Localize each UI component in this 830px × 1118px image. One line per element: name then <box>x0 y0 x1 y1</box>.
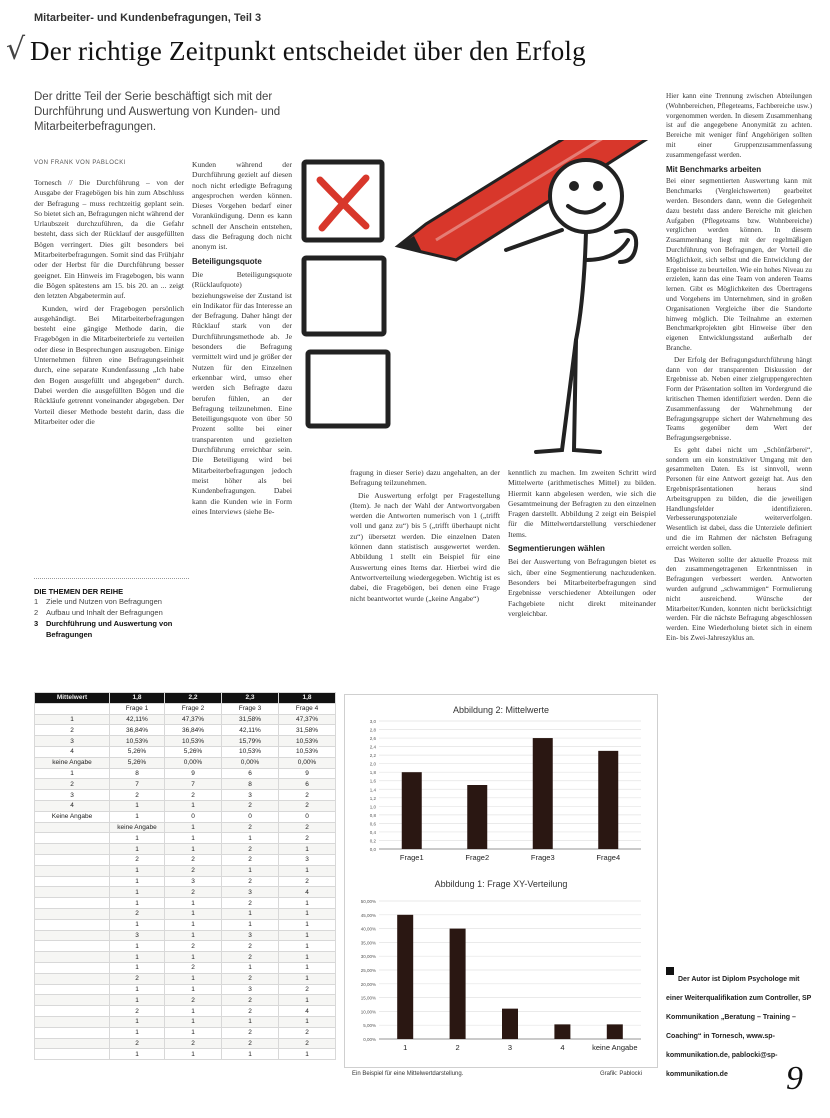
y-tick-label: 2,0 <box>369 761 376 767</box>
table-row <box>35 779 336 790</box>
table-cell <box>35 887 110 898</box>
table-row <box>35 746 336 757</box>
table-cell: 10,53% <box>222 746 279 757</box>
table-cell: 36,84% <box>110 725 165 736</box>
table-cell: 0 <box>165 811 222 822</box>
table-cell: 1 <box>279 973 336 984</box>
table-cell: 2 <box>222 898 279 909</box>
table-row <box>35 800 336 811</box>
table-cell: 10,53% <box>279 736 336 747</box>
table-cell: 1 <box>222 1049 279 1060</box>
checkbox-checked-icon <box>304 162 382 240</box>
table-cell: 1 <box>279 941 336 952</box>
y-tick-label: 30,00% <box>360 954 376 960</box>
table-cell: 1 <box>110 887 165 898</box>
series-topics-title: DIE THEMEN DER REIHE <box>34 587 124 596</box>
table-row <box>35 898 336 909</box>
table-cell: 42,11% <box>222 725 279 736</box>
table-row <box>35 736 336 747</box>
table-cell: 2 <box>165 865 222 876</box>
table-cell <box>35 833 110 844</box>
table-cell: 1 <box>110 941 165 952</box>
table-cell: 2 <box>165 1038 222 1049</box>
table-row <box>35 1038 336 1049</box>
col5-paragraph-2: Bei einer segmentierten Auswertung kann mit Benchmarks (Vergleichswerten) gearbeitet werden. Besonders dann, wenn die Gelegenheit dazu besteht dass andere Bereiche mit gleichen Aufgaben (Pflegeteams bzw. Wohnbereiche) verglichen werden können. In diesem Zusammenhang liegt mit der regelmäßigen Durchführung von Befragungen, der Vorteil die Möglichkeit, sich selbst und die Entwicklung der Ergebnisse zu beurteilen. Wie ein hohes Niveau zu erzielen, kann das eine Team von anderen Teams lernen. Gibt es Möglichkeiten des Übertragens und Vorgehens im Unternehmen, sind in großen Organisationen Vergleiche über die Standorte hinweg möglich. Die Teilnahme an externen Benchmarkprojekten gibt Hinweise über den eigenen Entwicklungsstand außerhalb der Branche. <box>666 177 812 352</box>
table-row <box>35 822 336 833</box>
table-cell: 2 <box>279 790 336 801</box>
table-cell: 1 <box>35 714 110 725</box>
table-row <box>35 854 336 865</box>
author-byline: VON FRANK VON PABLOCKI <box>34 160 126 166</box>
table-cell: 10,53% <box>279 746 336 757</box>
table-row <box>35 844 336 855</box>
table-cell: 2 <box>222 800 279 811</box>
table-cell: 1 <box>279 1049 336 1060</box>
table-cell: 2 <box>279 822 336 833</box>
table-cell: 2 <box>222 952 279 963</box>
table-row <box>35 962 336 973</box>
table-cell: 3 <box>279 854 336 865</box>
table-cell <box>35 1006 110 1017</box>
table-cell: 1,8 <box>110 693 165 704</box>
table-header-row <box>35 693 336 704</box>
table-cell: Frage 2 <box>165 703 222 714</box>
bar <box>502 1009 518 1039</box>
table-cell <box>35 854 110 865</box>
table-row <box>35 725 336 736</box>
table-row <box>35 887 336 898</box>
table-cell <box>35 1038 110 1049</box>
table-cell: 0 <box>279 811 336 822</box>
x-tick-label: 2 <box>455 1043 460 1052</box>
y-tick-label: 1,8 <box>369 770 376 776</box>
table-row <box>35 919 336 930</box>
table-cell: 1 <box>110 800 165 811</box>
table-row <box>35 930 336 941</box>
author-bio-text: Der Autor ist Diplom Psychologe mit einer Weiterqualifikation zum Controller, SP Kommunikation „Beratung – Training – Coaching“ in Tornesch, www.sp-kommunikation.de, pablocki@sp-kommunikation.de <box>666 976 812 1078</box>
table-cell: 2 <box>35 779 110 790</box>
table-cell: 42,11% <box>110 714 165 725</box>
table-cell <box>35 952 110 963</box>
column-4 <box>508 468 656 621</box>
chart-title: Abbildung 1: Frage XY-Verteilung <box>434 879 568 889</box>
table-cell: keine Angabe <box>110 822 165 833</box>
y-tick-label: 1,0 <box>369 804 376 810</box>
y-tick-label: 10,00% <box>360 1009 376 1015</box>
x-tick-label: 1 <box>403 1043 408 1052</box>
table-cell: 5,26% <box>165 746 222 757</box>
table-cell: 6 <box>279 779 336 790</box>
table-cell: 1 <box>165 1049 222 1060</box>
table-cell <box>35 984 110 995</box>
table-cell: 2 <box>110 973 165 984</box>
col1-paragraph-2: Kunden, wird der Fragebogen persönlich ausgehändigt. Bei Mitarbeiterbefragungen besteht eine gängige Methode darin, die Fragebögen in die Mitarbeiterbriefe zu verteilen oder diese in Besprechungen auszugeben. Einige Unternehmen führen eine Befragungseinheit durch, eine separate Kundenfassung „Ich habe den Bogen ausgefüllt und abgegeben“ durch. Dabei werden die ausgefüllten Bögen und die Rückläufe getrennt voneinander abgegeben. Der Vorteil dieser Methode besteht darin, dass die Mitarbeiter oder die <box>34 303 184 426</box>
table-cell: 2 <box>165 962 222 973</box>
x-tick-label: 3 <box>507 1043 513 1052</box>
table-cell: keine Angabe <box>35 757 110 768</box>
table-cell: 1 <box>110 811 165 822</box>
table-row <box>35 952 336 963</box>
y-tick-label: 15,00% <box>360 995 376 1001</box>
bar <box>450 929 466 1039</box>
table-cell: 3 <box>222 887 279 898</box>
table-cell: Keine Angabe <box>35 811 110 822</box>
table-cell: 1 <box>279 930 336 941</box>
col2-subhead: Beteiligungsquote <box>192 256 262 266</box>
y-tick-label: 2,6 <box>369 736 376 742</box>
table-cell <box>35 962 110 973</box>
table-cell: 31,58% <box>222 714 279 725</box>
table-row <box>35 790 336 801</box>
table-cell <box>35 908 110 919</box>
bar <box>402 772 422 849</box>
y-tick-label: 35,00% <box>360 940 376 946</box>
table-cell: 3 <box>35 790 110 801</box>
y-tick-label: 2,2 <box>369 753 376 759</box>
table-cell: 1 <box>222 833 279 844</box>
table-cell: 2 <box>110 1038 165 1049</box>
table-cell: 2 <box>110 908 165 919</box>
table-cell: 2 <box>279 984 336 995</box>
table-cell <box>35 919 110 930</box>
table-cell: 10,53% <box>110 736 165 747</box>
table-cell: 2 <box>222 995 279 1006</box>
bar <box>533 738 553 849</box>
table-cell: 1 <box>35 768 110 779</box>
col3-paragraph-2: Die Auswertung erfolgt per Fragestellung (Item). Je nach der Wahl der Antwortvorgaben werden die Antworten numerisch von 1 („trifft voll und ganz zu“) bis 5 („trifft überhaupt nicht zu“) übersetzt werden. Die einzelnen Daten können dann statistisch ausgewertet werden. Abbildung 1 stellt ein Beispiel für eine Auswertung eines Items dar. Hierbei wird die Antwortverteilung wiedergegeben. Wichtig ist es dabei, die Fragebögen, bei denen eine Frage nicht beantwortet wurde („keine Angabe“) <box>350 490 500 603</box>
table-cell: 3 <box>35 736 110 747</box>
table-cell: 1 <box>110 898 165 909</box>
column-2 <box>192 160 292 519</box>
column-1 <box>34 178 184 429</box>
table-cell: 1 <box>110 865 165 876</box>
table-cell: 10,53% <box>165 736 222 747</box>
table-cell: 5,26% <box>110 746 165 757</box>
table-cell <box>35 1027 110 1038</box>
table-cell: 2 <box>35 725 110 736</box>
table-cell: 2 <box>222 1038 279 1049</box>
table-cell: 1 <box>222 1016 279 1027</box>
table-cell: 1 <box>279 962 336 973</box>
table-cell: 0,00% <box>165 757 222 768</box>
col5-subhead: Mit Benchmarks arbeiten <box>666 164 762 174</box>
table-cell: 1 <box>279 908 336 919</box>
table-cell <box>35 703 110 714</box>
table-row <box>35 941 336 952</box>
table-cell: 1 <box>165 1016 222 1027</box>
table-cell: 1 <box>165 952 222 963</box>
table-cell: 1 <box>110 844 165 855</box>
table-cell: 1 <box>279 1016 336 1027</box>
table-row <box>35 811 336 822</box>
table-cell: 9 <box>165 768 222 779</box>
bar <box>607 1024 623 1039</box>
col2-paragraph-2: Die Beteiligungsquote (Rücklaufquote) beziehungsweise der Zustand ist ein Indikator für das Interesse an der Befragung. Daher hängt der Rücklauf stark von der Durchführungsmethode ab. Je besonders die Befragung vermittelt wird und je größer der Nutzen für den Einzelnen erkennbar wird, umso eher werden sich Befragte dazu berufen fühlen, an der Befragung teilzunehmen. Eine Beteiligungsquote von über 50 Prozent sollte bei einer transparenten und gezielten Durchführung erreichbar sein. Die Beteiligung wird bei Mitarbeiterbefragungen jedoch meist höher als bei Kundenbefragungen. Dabei kann die Kunden wie in Form eines Interviews (siehe Be- <box>192 269 292 516</box>
table-cell: 3 <box>222 984 279 995</box>
checkbox-empty-icon <box>308 352 388 426</box>
series-topic-item: 2 Aufbau und Inhalt der Befragungen <box>34 608 163 617</box>
table-cell <box>35 1049 110 1060</box>
y-tick-label: 2,8 <box>369 727 376 733</box>
illustration <box>286 140 666 470</box>
table-cell: 2 <box>165 995 222 1006</box>
x-tick-label: Frage4 <box>596 853 621 862</box>
table-cell: 47,37% <box>279 714 336 725</box>
table-cell: 1 <box>165 973 222 984</box>
table-row <box>35 703 336 714</box>
table-cell: 1 <box>165 1027 222 1038</box>
x-tick-label: Frage3 <box>530 853 555 862</box>
table-cell: 9 <box>279 768 336 779</box>
table-cell: 1 <box>222 962 279 973</box>
y-tick-label: 0,8 <box>369 812 376 818</box>
col4-paragraph-2: Bei der Auswertung von Befragungen bietet es sich, über eine Segmentierung nachzudenken. Besonders bei Mitarbeiterbefragungen sind Ergebnisse verschiedener Abteilungen oder Fachgebiete nicht direkt miteinander vergleichbar. <box>508 557 656 618</box>
table-cell: 8 <box>222 779 279 790</box>
table-row <box>35 768 336 779</box>
table-cell: 2 <box>222 876 279 887</box>
table-cell: 4 <box>279 887 336 898</box>
table-cell: 1 <box>279 898 336 909</box>
table-cell: 15,79% <box>222 736 279 747</box>
table-cell <box>35 898 110 909</box>
table-cell <box>35 876 110 887</box>
table-cell <box>35 995 110 1006</box>
table-cell: 4 <box>35 800 110 811</box>
table-row <box>35 984 336 995</box>
table-cell: 2 <box>222 941 279 952</box>
table-cell: 2 <box>279 1027 336 1038</box>
x-tick-label: Frage2 <box>465 853 490 862</box>
table-cell: 2 <box>165 790 222 801</box>
table-cell: 1 <box>110 962 165 973</box>
y-tick-label: 25,00% <box>360 968 376 973</box>
table-cell: 1 <box>110 1016 165 1027</box>
col2-paragraph-1: Kunden während der Durchführung gezielt auf diesen noch nicht erledigte Befragung angesprochen werden können. Dieses Vorgehen bedarf einer Vorankündigung. Denn es kann schnell der Anschein entstehen, dass die Befragung doch nicht anonym ist. <box>192 160 292 252</box>
table-cell: 1 <box>110 1049 165 1060</box>
chart-verteilung <box>345 875 657 1065</box>
table-row <box>35 1027 336 1038</box>
table-cell: 2 <box>279 833 336 844</box>
table-cell: 1 <box>165 930 222 941</box>
table-cell: 1 <box>279 919 336 930</box>
series-topics-list <box>34 596 189 640</box>
table-cell: 47,37% <box>165 714 222 725</box>
table-cell: 1 <box>110 1027 165 1038</box>
table-cell: 2 <box>222 1027 279 1038</box>
table-row <box>35 833 336 844</box>
table-cell: 2 <box>279 800 336 811</box>
table-cell: 7 <box>110 779 165 790</box>
table-cell: 2 <box>165 941 222 952</box>
table-cell: 1 <box>279 995 336 1006</box>
table-cell: 1 <box>165 844 222 855</box>
table-cell <box>35 930 110 941</box>
table-cell: 2 <box>110 1006 165 1017</box>
table-cell: 1,8 <box>279 693 336 704</box>
table-row <box>35 908 336 919</box>
y-tick-label: 2,4 <box>369 744 376 750</box>
table-cell: 2 <box>165 887 222 898</box>
table-cell: 2 <box>110 854 165 865</box>
table-cell: 1 <box>110 984 165 995</box>
table-cell: 4 <box>35 746 110 757</box>
kicker: Mitarbeiter- und Kundenbefragungen, Teil 3 <box>34 12 262 24</box>
table-cell: 2 <box>279 1038 336 1049</box>
y-tick-label: 40,00% <box>360 926 376 932</box>
table-row <box>35 876 336 887</box>
y-tick-label: 45,00% <box>360 912 376 918</box>
table-cell: 1 <box>222 919 279 930</box>
table-cell: 0,00% <box>279 757 336 768</box>
table-cell: 2 <box>222 1006 279 1017</box>
table-cell: 1 <box>110 833 165 844</box>
data-table-wrapper <box>34 692 336 1060</box>
table-cell: 2 <box>279 876 336 887</box>
table-cell: 4 <box>279 1006 336 1017</box>
table-caption: Ein Beispiel für eine Mittelwertdarstellung. <box>352 1071 464 1077</box>
table-row <box>35 1016 336 1027</box>
table-cell: Frage 4 <box>279 703 336 714</box>
y-tick-label: 5,00% <box>363 1023 376 1029</box>
series-topic-item-current: 3 Durchführung und Auswertung von Befragungen <box>34 619 173 639</box>
series-topics-box <box>34 578 189 640</box>
headline: Der richtige Zeitpunkt entscheidet über den Erfolg <box>30 36 586 66</box>
table-cell: 1 <box>110 995 165 1006</box>
table-cell: 1 <box>165 833 222 844</box>
x-tick-label: Frage1 <box>399 853 424 862</box>
table-cell: 2 <box>222 854 279 865</box>
table-cell: 2 <box>222 844 279 855</box>
y-tick-label: 0,6 <box>369 821 376 827</box>
table-cell: 1 <box>165 822 222 833</box>
table-cell: 2 <box>222 822 279 833</box>
table-cell: 1 <box>165 908 222 919</box>
table-cell: 2,3 <box>222 693 279 704</box>
table-cell <box>35 941 110 952</box>
checkmark-icon: √ <box>6 32 26 67</box>
table-cell: Mittelwert <box>35 693 110 704</box>
col4-paragraph-1: kenntlich zu machen. Im zweiten Schritt wird Mittelwerte (arithmetisches Mittel) zu bilden. Hiermit kann abgelesen werden, wie sich die Gesamtmeinung der Befragten zu den einzelnen Fragen darstellt. Abbildung 2 zeigt ein Beispiel für die Mittelwertdarstellung verschiedener Items. <box>508 468 656 539</box>
table-row <box>35 1006 336 1017</box>
y-tick-label: 0,0 <box>369 847 376 852</box>
table-row <box>35 757 336 768</box>
table-cell: Frage 1 <box>110 703 165 714</box>
table-cell: 3 <box>222 930 279 941</box>
col1-paragraph-1: Tornesch // Die Durchführung – von der Ausgabe der Fragebögen bis hin zum Abschluss der Befragung – muss rechtzeitig geplant sein. So bietet sich an, Befragungen nicht während der Urlaubszeit durchzuführen, da die Gefahr besteht, dass sich der Rücklauf der ausgefüllten Bögen verringert. Dies gilt besonders bei Mitarbeiterbefragungen. Somit sind das Frühjahr oder der Herbst für die Durchführung besser geeignet. Ein Hinweis im Fragebogen, bis wann die Bögen spätestens am 15. bis 20. an ... zeigt den letzten Abgabetermin auf. <box>34 178 184 301</box>
y-tick-label: 1,2 <box>369 795 376 801</box>
table-cell: Frage 3 <box>222 703 279 714</box>
table-cell: 2 <box>110 790 165 801</box>
col5-paragraph-5: Das Weiteren sollte der aktuelle Prozess mit den zusammengetragenen Erkenntnissen in Befragungen verbessert werden. Antworten wurden aufgrund „schwammigen“ Formulierung nicht ausreichend. Wünsche der Mitarbeiter/Kunden, konnten nicht berücksichtigt werden. Für die nächste Befragung abgeschlossen werden. Eine Wiederholung bietet sich in einem Ein- bis Zwei-Jahreszyklus an. <box>666 555 812 643</box>
table-row <box>35 865 336 876</box>
table-cell: 2 <box>222 973 279 984</box>
charts-panel <box>344 694 658 1068</box>
chart-mittelwerte <box>345 699 657 869</box>
table-cell: 1 <box>165 1006 222 1017</box>
table-cell <box>35 844 110 855</box>
col5-paragraph-3: Der Erfolg der Befragungsdurchführung hängt dann von der transparenten Diskussion der Ergebnisse ab. Neben einer zielgruppengerechten Form der Präsentation sollten im Vordergrund die kritischen Themen identifiziert werden. Denn die Zusammenfassung der Wahrnehmung der Befragungsgruppe sichert der Wahrnehmung des Teams gegenüber dem Wert der Befragungsergebnisse. <box>666 355 812 443</box>
bar <box>467 785 487 849</box>
intro-text: Der dritte Teil der Serie beschäftigt sich mit der Durchführung und Auswertung von Kunden- und Mitarbeiterbefragungen. <box>34 91 281 133</box>
table-cell: 1 <box>165 919 222 930</box>
col5-paragraph-4: Es geht dabei nicht um „Schönfärberei“, sondern um ein konstruktiver Umgang mit den gesammelten Daten. Es ist sinnvoll, wenn Personen für eine Antwort gezeigt hat. Aus den Ergebnispräsentationen heraus sind Arbeitsgruppen zu bilden, die die jeweiligen Handlungsfelder identifizieren. Verbesserungspotenziale weiterverfolgen. Wesentlich ist dabei, dass die Unterziele definiert und die im Rahmen der nächsten Befragung erreicht werden sollen. <box>666 445 812 552</box>
table-row <box>35 995 336 1006</box>
column-5 <box>666 92 812 646</box>
y-tick-label: 50,00% <box>360 899 376 904</box>
table-cell <box>35 1016 110 1027</box>
table-cell: 1 <box>222 908 279 919</box>
table-cell: 31,58% <box>279 725 336 736</box>
table-cell <box>35 865 110 876</box>
col4-subhead: Segmentierungen wählen <box>508 544 605 554</box>
data-table <box>34 692 336 1060</box>
table-cell: 1 <box>165 898 222 909</box>
x-tick-label: keine Angabe <box>592 1043 638 1052</box>
y-tick-label: 0,00% <box>363 1037 376 1042</box>
table-cell: 0 <box>222 811 279 822</box>
table-row <box>35 714 336 725</box>
table-cell: 3 <box>165 876 222 887</box>
graphic-credit: Grafik: Pablocki <box>600 1071 643 1077</box>
table-cell: 7 <box>165 779 222 790</box>
table-cell: 3 <box>110 930 165 941</box>
column-3 <box>350 468 500 606</box>
table-cell: 5,26% <box>110 757 165 768</box>
table-cell: 2 <box>165 854 222 865</box>
table-cell: 1 <box>110 919 165 930</box>
table-cell: 8 <box>110 768 165 779</box>
series-topic-item: 1 Ziele und Nutzen von Befragungen <box>34 597 162 606</box>
col5-paragraph-1: Hier kann eine Trennung zwischen Abteilungen (Wohnbereichen, Pflegeteams, Fachbereiche usw.) vorgenommen werden. In diesem Zusammenhang ist auf die angegebene Anonymität zu achten. Bereiche mit weniger fünf Angehörigen sollten mit einer Gruppenzusammenfassung zusammengefasst werden. <box>666 92 812 159</box>
table-cell: 1 <box>279 952 336 963</box>
x-tick-label: 4 <box>560 1043 565 1052</box>
bar <box>554 1024 570 1039</box>
col3-paragraph-1: fragung in dieser Serie) dazu angehalten, an der Befragung teilzunehmen. <box>350 468 500 488</box>
table-cell: 1 <box>279 844 336 855</box>
y-tick-label: 1,6 <box>369 778 376 784</box>
table-cell: 1 <box>110 876 165 887</box>
table-cell <box>35 973 110 984</box>
page-number: 9 <box>786 1060 803 1097</box>
bar <box>397 915 413 1039</box>
table-cell: 1 <box>110 952 165 963</box>
table-cell: 1 <box>279 865 336 876</box>
table-cell: 0,00% <box>222 757 279 768</box>
table-row <box>35 1049 336 1060</box>
table-cell: 6 <box>222 768 279 779</box>
y-tick-label: 0,2 <box>369 838 376 844</box>
table-cell: 36,84% <box>165 725 222 736</box>
y-tick-label: 1,4 <box>369 787 376 793</box>
table-row <box>35 973 336 984</box>
table-cell: 1 <box>222 865 279 876</box>
table-cell: 3 <box>222 790 279 801</box>
bio-square-icon <box>666 967 674 975</box>
chart-title: Abbildung 2: Mittelwerte <box>452 705 550 715</box>
table-cell <box>35 822 110 833</box>
table-cell: 1 <box>165 800 222 811</box>
y-tick-label: 20,00% <box>360 981 376 987</box>
y-tick-label: 3,0 <box>369 719 376 724</box>
bar <box>598 751 618 849</box>
y-tick-label: 0,4 <box>369 829 376 835</box>
table-cell: 2,2 <box>165 693 222 704</box>
table-cell: 1 <box>165 984 222 995</box>
checkbox-empty-icon <box>304 258 384 334</box>
